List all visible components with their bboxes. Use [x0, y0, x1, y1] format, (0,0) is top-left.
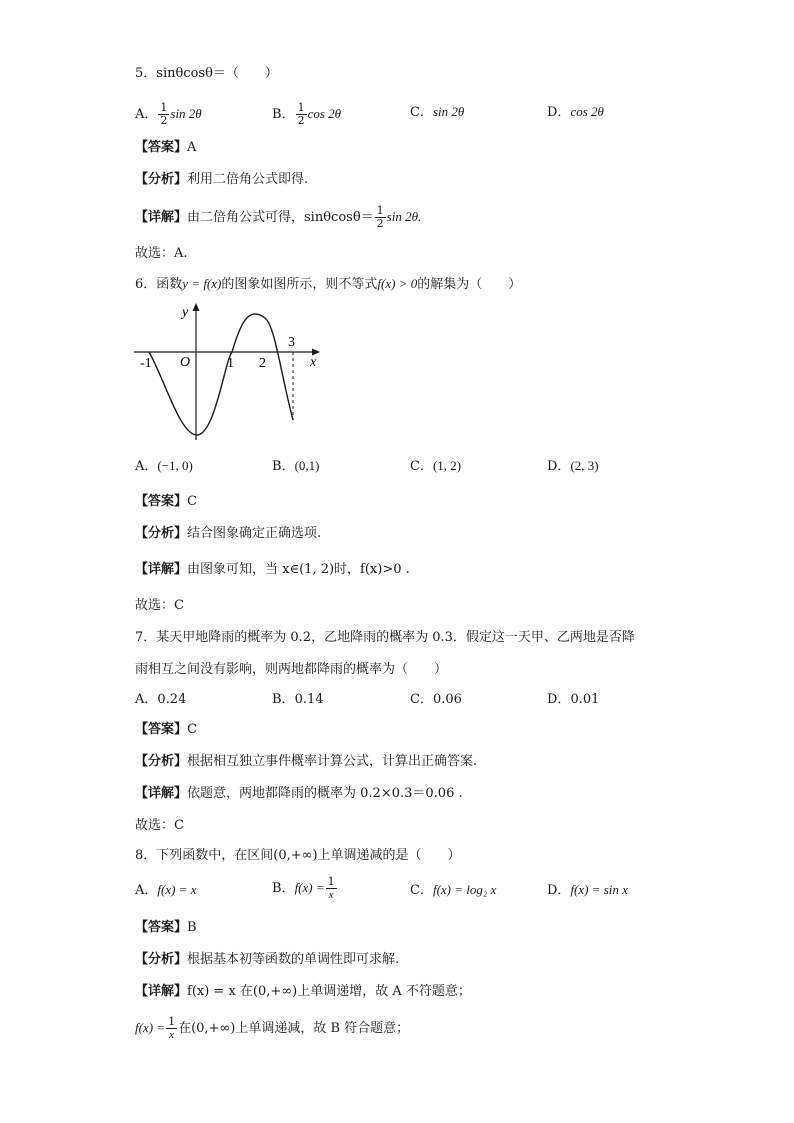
- q7-option-d-text: 0.01: [570, 692, 600, 707]
- q8-option-d: [547, 880, 628, 901]
- q8-option-b-den: x: [328, 889, 334, 901]
- q6-stem-mid: 的图象如图所示，则不等式: [221, 277, 378, 292]
- q7-stem-line1: 7．某天甲地降雨的概率为 0.2，乙地降雨的概率为 0.3．假定这一天甲、乙两地是否降: [135, 630, 635, 645]
- q6-option-b: [272, 456, 319, 477]
- q8-option-c-label: C．: [410, 883, 433, 898]
- q6-answer-value: C: [187, 494, 197, 509]
- tick-label-neg1: -1: [140, 356, 152, 371]
- q8-answer-value: B: [187, 920, 197, 935]
- q8-option-a-text: f(x) = x: [157, 882, 197, 897]
- q6-stem-suffix: 的解集为（ ）: [417, 277, 522, 292]
- q7-option-b-label: B．: [272, 692, 295, 707]
- q6-option-a: [135, 456, 193, 477]
- analysis-tag: 【分析】: [135, 952, 188, 967]
- tick-label-1: 1: [227, 356, 234, 371]
- q5-detail-fraction: [375, 205, 386, 230]
- q6-option-c-text: (1, 2): [432, 458, 462, 473]
- q8-analysis: [135, 950, 399, 970]
- detail-tag: 【详解】: [135, 562, 188, 577]
- detail-tag: 【详解】: [135, 984, 188, 999]
- q8-detail-line2-num: 1: [168, 1015, 176, 1028]
- q6-stem-func: y = f(x): [182, 276, 222, 291]
- q6-choose: 故选：C: [135, 598, 184, 613]
- q5-answer: [135, 138, 196, 158]
- q5-option-a-text: sin 2θ: [170, 106, 202, 121]
- q5-detail-num: 1: [376, 204, 384, 217]
- q8-option-d-text: f(x) = sin x: [570, 882, 628, 897]
- analysis-tag: 【分析】: [135, 754, 188, 769]
- q8-option-b-label: B．: [272, 881, 295, 896]
- q7-choose: 故选：C: [135, 818, 184, 833]
- answer-tag: 【答案】: [135, 494, 188, 509]
- q7-answer: [135, 720, 197, 740]
- q6-option-b-label: B．: [272, 459, 295, 474]
- q5-option-b-fraction: [296, 102, 307, 127]
- q6-option-d-text: (2, 3): [570, 458, 599, 473]
- q6-option-a-text: (−1, 0): [157, 458, 193, 473]
- q7-option-b-text: 0.14: [294, 692, 324, 707]
- q6-option-b-text: (0,1): [294, 458, 320, 473]
- q8-answer: [135, 918, 197, 938]
- q5-option-d-label: D．: [547, 105, 571, 120]
- q5-option-d-text: cos 2θ: [570, 104, 604, 119]
- function-curve: [149, 314, 293, 435]
- q5-option-a-fraction: [158, 102, 169, 127]
- answer-tag: 【答案】: [135, 140, 188, 155]
- q6-stem-ineq: f(x) > 0: [377, 276, 418, 291]
- q5-answer-value: A: [187, 140, 197, 155]
- q5-option-d: [547, 102, 604, 123]
- q8-detail-line1: [135, 982, 471, 1002]
- q8-detail-line2-suffix: 在(0,+∞)上单调递减，故 B 符合题意；: [178, 1021, 410, 1036]
- q5-option-b-text: cos 2θ: [307, 106, 342, 121]
- q8-option-b-prefix: f(x) =: [294, 880, 325, 895]
- q5-option-c-label: C．: [410, 105, 433, 120]
- q5-option-a: [135, 102, 202, 127]
- q6-analysis-text: 结合图象确定正确选项.: [187, 526, 322, 541]
- y-axis-arrow-icon: [193, 303, 200, 311]
- q6-stem-prefix: 6．函数: [135, 277, 183, 292]
- q6-analysis: [135, 524, 321, 544]
- q8-option-b: [272, 876, 338, 901]
- q8-detail-line2-fraction: [166, 1016, 177, 1041]
- q8-stem: 8．下列函数中，在区间(0,+∞)上单调递减的是（ ）: [135, 848, 461, 863]
- q8-option-a: [135, 880, 196, 901]
- q8-option-b-fraction: [326, 876, 337, 901]
- q5-detail-suffix: sin 2θ.: [386, 209, 422, 224]
- q7-detail-text: 依题意，两地都降雨的概率为 0.2×0.3＝0.06 .: [187, 786, 463, 801]
- q6-option-a-label: A．: [135, 459, 158, 474]
- q7-option-b: [272, 690, 324, 710]
- q7-option-d-label: D．: [547, 692, 571, 707]
- q6-detail: [135, 560, 410, 580]
- q5-option-a-den: 2: [160, 114, 168, 127]
- q5-option-b-den: 2: [297, 114, 305, 127]
- q5-choose: 故选：A.: [135, 246, 188, 261]
- q6-option-c-label: C．: [410, 459, 433, 474]
- q6-function-graph: [130, 300, 330, 445]
- q6-detail-text: 由图象可知，当 x∈(1, 2)时，f(x)>0 .: [187, 562, 410, 577]
- q8-detail-line2: [135, 1016, 409, 1041]
- q7-stem-line2: 雨相互之间没有影响，则两地都降雨的概率为（ ）: [135, 662, 448, 677]
- q5-detail-prefix: 由二倍角公式可得，sinθcosθ＝: [187, 210, 374, 225]
- q8-option-d-label: D．: [547, 883, 571, 898]
- q8-option-a-label: A．: [135, 883, 158, 898]
- q8-option-c: [410, 880, 496, 901]
- q7-analysis: [135, 752, 477, 772]
- q7-option-c-label: C．: [410, 692, 433, 707]
- q5-option-a-label: A．: [135, 107, 158, 122]
- q6-option-d-label: D．: [547, 459, 571, 474]
- q5-analysis: [135, 170, 308, 190]
- q8-option-c-text: f(x) = log₂ x: [432, 882, 497, 897]
- q7-option-a-text: 0.24: [157, 692, 187, 707]
- q5-stem: 5．sinθcosθ＝（ ）: [135, 66, 278, 81]
- detail-tag: 【详解】: [135, 786, 188, 801]
- q8-detail-line1-text: f(x) = x 在(0,+∞)上单调递增，故 A 不符题意；: [187, 984, 471, 999]
- detail-tag: 【详解】: [135, 210, 188, 225]
- q5-option-b-label: B．: [272, 107, 295, 122]
- tick-label-2: 2: [259, 356, 266, 371]
- q8-option-b-num: 1: [327, 875, 335, 888]
- q7-option-c-text: 0.06: [432, 692, 462, 707]
- q7-detail: [135, 784, 463, 804]
- q6-option-c: [410, 456, 461, 477]
- q5-option-a-num: 1: [160, 101, 168, 114]
- q8-analysis-text: 根据基本初等函数的单调性即可求解.: [187, 952, 400, 967]
- origin-label: O: [180, 355, 191, 370]
- q7-option-c: [410, 690, 462, 710]
- q8-detail-line2-prefix: f(x) =: [135, 1020, 166, 1035]
- q6-option-d: [547, 456, 599, 477]
- q5-option-b-num: 1: [297, 101, 305, 114]
- answer-tag: 【答案】: [135, 722, 188, 737]
- analysis-tag: 【分析】: [135, 526, 188, 541]
- q6-answer: [135, 492, 197, 512]
- q7-option-a: [135, 690, 186, 710]
- analysis-tag: 【分析】: [135, 172, 188, 187]
- q5-option-c: [410, 102, 464, 123]
- q5-option-b: [272, 102, 341, 127]
- q5-detail: [135, 205, 421, 230]
- y-axis-label: y: [182, 305, 189, 320]
- answer-tag: 【答案】: [135, 920, 188, 935]
- q8-detail-line2-den: x: [169, 1029, 174, 1041]
- q7-option-d: [547, 690, 599, 710]
- tick-label-3: 3: [288, 335, 295, 350]
- q5-analysis-text: 利用二倍角公式即得.: [187, 172, 309, 187]
- q5-detail-den: 2: [376, 217, 384, 230]
- x-axis-label: x: [310, 355, 317, 370]
- q6-stem: [135, 274, 521, 295]
- q5-option-c-text: sin 2θ: [432, 104, 465, 119]
- q7-answer-value: C: [187, 722, 197, 737]
- q7-option-a-label: A．: [135, 692, 158, 707]
- q7-analysis-text: 根据相互独立事件概率计算公式，计算出正确答案.: [187, 754, 478, 769]
